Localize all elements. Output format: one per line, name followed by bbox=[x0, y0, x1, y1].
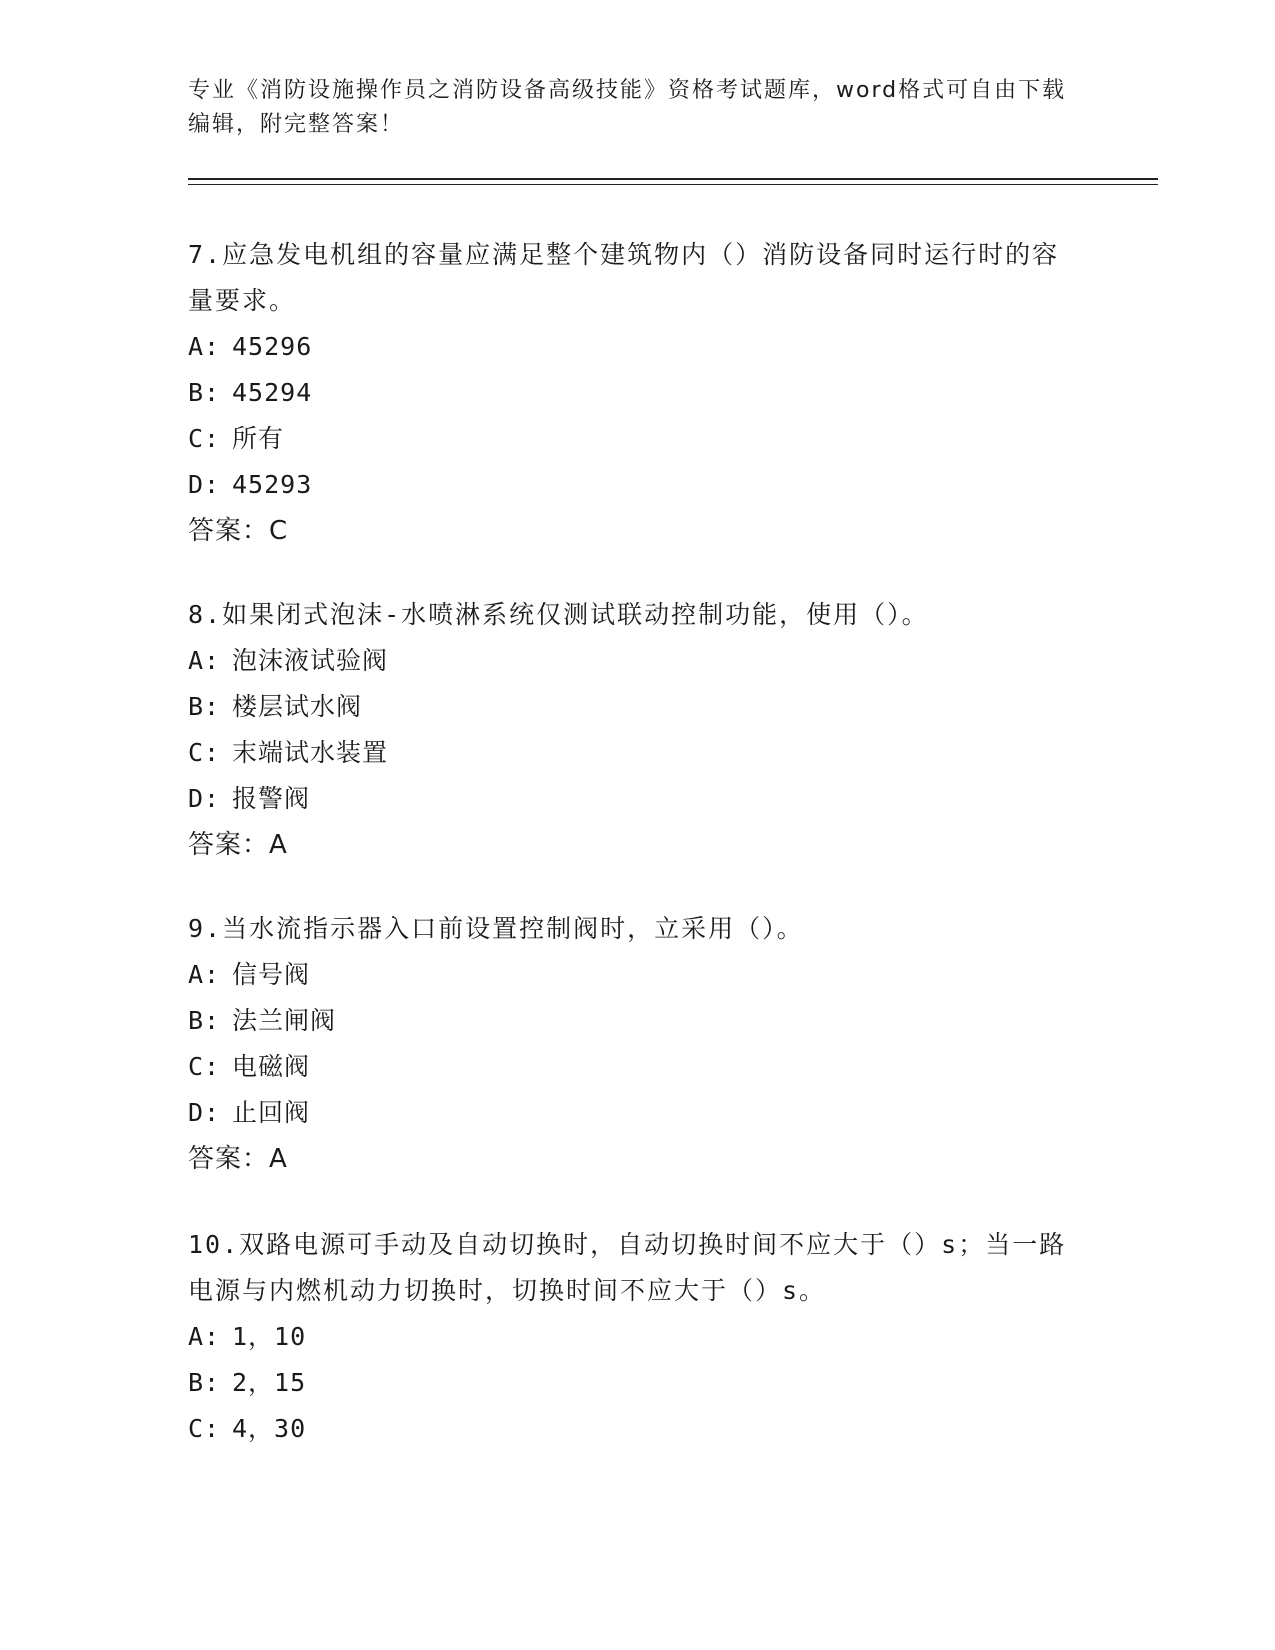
option-letter: C: bbox=[188, 738, 221, 767]
question-stem: 8.如果闭式泡沫-水喷淋系统仅测试联动控制功能，使用（）。 bbox=[188, 600, 929, 629]
header-divider-thick bbox=[188, 178, 1158, 180]
option-d bbox=[188, 776, 1068, 822]
question-9 bbox=[188, 906, 1068, 1182]
option-c bbox=[188, 1044, 1068, 1090]
option-c bbox=[188, 730, 1068, 776]
option-b bbox=[188, 684, 1068, 730]
option-text: 楼层试水阀 bbox=[232, 692, 363, 721]
option-text: 4，30 bbox=[232, 1414, 307, 1443]
option-a bbox=[188, 324, 1068, 370]
option-c bbox=[188, 416, 1068, 462]
question-stem: 9.当水流指示器入口前设置控制阀时，立采用（）。 bbox=[188, 914, 804, 943]
option-letter: A: bbox=[188, 1322, 221, 1351]
option-b bbox=[188, 1360, 1068, 1406]
option-letter: A: bbox=[188, 960, 221, 989]
header-divider-thin bbox=[188, 184, 1158, 185]
question-7 bbox=[188, 232, 1068, 554]
option-letter: A: bbox=[188, 646, 221, 675]
question-stem: 10.双路电源可手动及自动切换时，自动切换时间不应大于（）s；当一路电源与内燃机动力切换时，切换时间不应大于（）s。 bbox=[188, 1230, 1067, 1305]
question-10 bbox=[188, 1222, 1068, 1452]
option-text: 报警阀 bbox=[232, 784, 311, 813]
option-a bbox=[188, 952, 1068, 998]
option-a bbox=[188, 638, 1068, 684]
option-letter: D: bbox=[188, 784, 221, 813]
option-text: 2，15 bbox=[232, 1368, 307, 1397]
answer-line: 答案：A bbox=[188, 830, 288, 860]
option-text: 电磁阀 bbox=[232, 1052, 311, 1081]
document-header: 专业《消防设施操作员之消防设备高级技能》资格考试题库，word格式可自由下载编辑，附完整答案！ bbox=[188, 78, 1067, 137]
option-text: 末端试水装置 bbox=[232, 738, 389, 767]
option-text: 45293 bbox=[232, 470, 313, 499]
option-text: 法兰闸阀 bbox=[232, 1006, 337, 1035]
option-letter: B: bbox=[188, 692, 221, 721]
option-b bbox=[188, 998, 1068, 1044]
option-c bbox=[188, 1406, 1068, 1452]
option-text: 45296 bbox=[232, 332, 313, 361]
option-letter: B: bbox=[188, 378, 221, 407]
option-d bbox=[188, 1090, 1068, 1136]
option-letter: D: bbox=[188, 1098, 221, 1127]
option-letter: C: bbox=[188, 1414, 221, 1443]
option-letter: B: bbox=[188, 1368, 221, 1397]
question-8 bbox=[188, 592, 1068, 868]
option-text: 信号阀 bbox=[232, 960, 311, 989]
option-text: 泡沫液试验阀 bbox=[232, 646, 389, 675]
option-text: 1，10 bbox=[232, 1322, 307, 1351]
answer-line: 答案：A bbox=[188, 1144, 288, 1174]
option-d bbox=[188, 462, 1068, 508]
answer-line: 答案：C bbox=[188, 516, 289, 546]
option-letter: A: bbox=[188, 332, 221, 361]
option-a bbox=[188, 1314, 1068, 1360]
option-letter: B: bbox=[188, 1006, 221, 1035]
option-letter: C: bbox=[188, 1052, 221, 1081]
option-b bbox=[188, 370, 1068, 416]
question-stem: 7.应急发电机组的容量应满足整个建筑物内（）消防设备同时运行时的容量要求。 bbox=[188, 240, 1060, 315]
option-text: 止回阀 bbox=[232, 1098, 311, 1127]
option-text: 所有 bbox=[232, 424, 285, 453]
option-text: 45294 bbox=[232, 378, 313, 407]
option-letter: D: bbox=[188, 470, 221, 499]
option-letter: C: bbox=[188, 424, 221, 453]
